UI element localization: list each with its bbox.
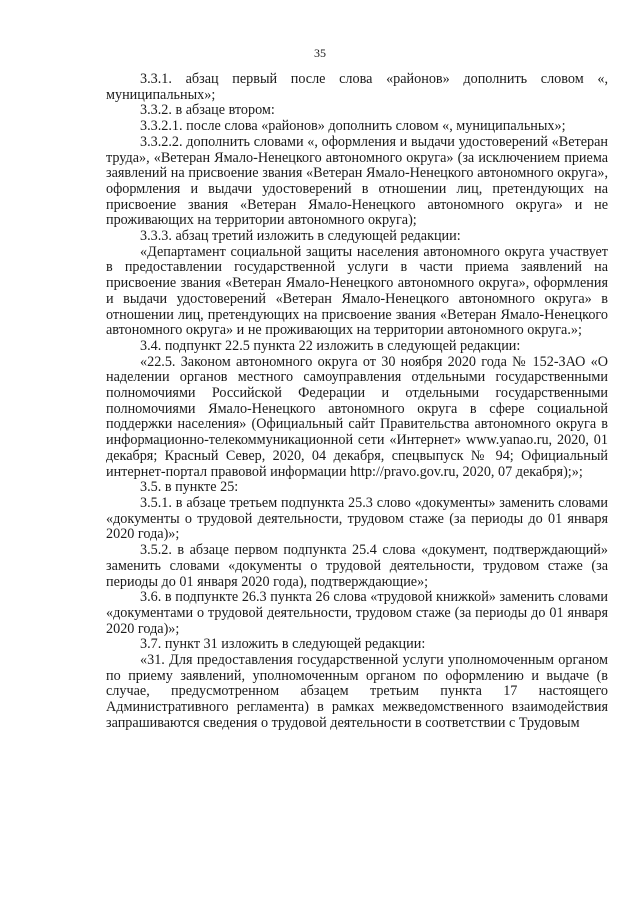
paragraph-31-quote: «31. Для предоставления государственной услуги уполномоченным органом по приему заявлений, уполномоченным органом по оформлению и выдаче (в случае, предусмотренном абзацем третьим пункта 17 настоящего Административного регламента) в рамках межведомственного взаимодействия запрашиваются сведения о трудовой деятельности в соответствии с Трудовым — [106, 652, 608, 731]
document-body — [106, 72, 608, 732]
paragraph-3-3-2-2: 3.3.2.2. дополнить словами «, оформления и выдачи удостоверений «Ветеран труда», «Ветеран Ямало-Ненецкого автономного округа» (за исключением приема заявлений на присвоение звания «Ветеран Ямало-Ненецкого автономного округа», оформления и выдачи удостоверений в отношении лиц, претендующих на присвоение звания «Ветеран Ямало-Ненецкого автономного округа» и не проживающих на территории автономного округа); — [106, 133, 608, 229]
paragraph-3-5-1: 3.5.1. в абзаце третьем подпункта 25.3 слово «документы» заменить словами «документы о трудовой деятельности, трудовом стаже (за периоды до 01 января 2020 года)»; — [106, 494, 608, 543]
paragraph-3-6: 3.6. в подпункте 26.3 пункта 26 слова «трудовой книжкой» заменить словами «документами о трудовой деятельности, трудовом стаже (за периоды до 01 января 2020 года)»; — [106, 589, 608, 637]
page-number: 35 — [314, 46, 326, 60]
paragraph-22-5-quote: «22.5. Законом автономного округа от 30 ноября 2020 года № 152-ЗАО «О наделении органов местного самоуправления отдельными государственными полномочиями Российской Федерации и отдельными государственными полномочиями Ямало-Ненецкого автономного округа в сфере социальной поддержки населения» (Официальный сайт Правительства автономного округа в информационно-телекоммуникационной сети «Интернет» www.yanao.ru, 2020, 01 декабря; Красный Север, 2020, 04 декабря, спецвыпуск № 94; Официальный интернет-портал правовой информации http://pravo.gov.ru, 2020, 07 декабря);»; — [106, 353, 608, 480]
paragraph-3-3-2-1: 3.3.2.1. после слова «районов» дополнить словом «, муниципальных»; — [140, 118, 566, 135]
paragraph-3-5: 3.5. в пункте 25: — [140, 479, 239, 496]
paragraph-3-3-3: 3.3.3. абзац третий изложить в следующей редакции: — [140, 228, 461, 245]
paragraph-3-5-2: 3.5.2. в абзаце первом подпункта 25.4 слова «документ, подтверждающий» заменить словами «документы о трудовой деятельности, трудовом стаже (за периоды до 01 января 2020 года), подтверждающие»; — [106, 542, 608, 590]
paragraph-3-3-2: 3.3.2. в абзаце втором: — [140, 102, 275, 119]
paragraph-3-7: 3.7. пункт 31 изложить в следующей редакции: — [140, 636, 426, 653]
paragraph-3-4: 3.4. подпункт 22.5 пункта 22 изложить в следующей редакции: — [140, 337, 521, 354]
paragraph-department-quote: «Департамент социальной защиты населения автономного округа участвует в предоставлении государственной услуги в части приема заявлений на присвоение звания «Ветеран Ямало-Ненецкого автономного округа», оформления и выдачи удостоверений «Ветеран Ямало-Ненецкого автономного округа» в отношении лиц, претендующих на присвоение звания «Ветеран Ямало-Ненецкого автономного округа» и не проживающих на территории автономного округа.»; — [106, 243, 608, 339]
paragraph-3-3-1: 3.3.1. абзац первый после слова «районов» дополнить словом «, муниципальных»; — [106, 71, 608, 103]
